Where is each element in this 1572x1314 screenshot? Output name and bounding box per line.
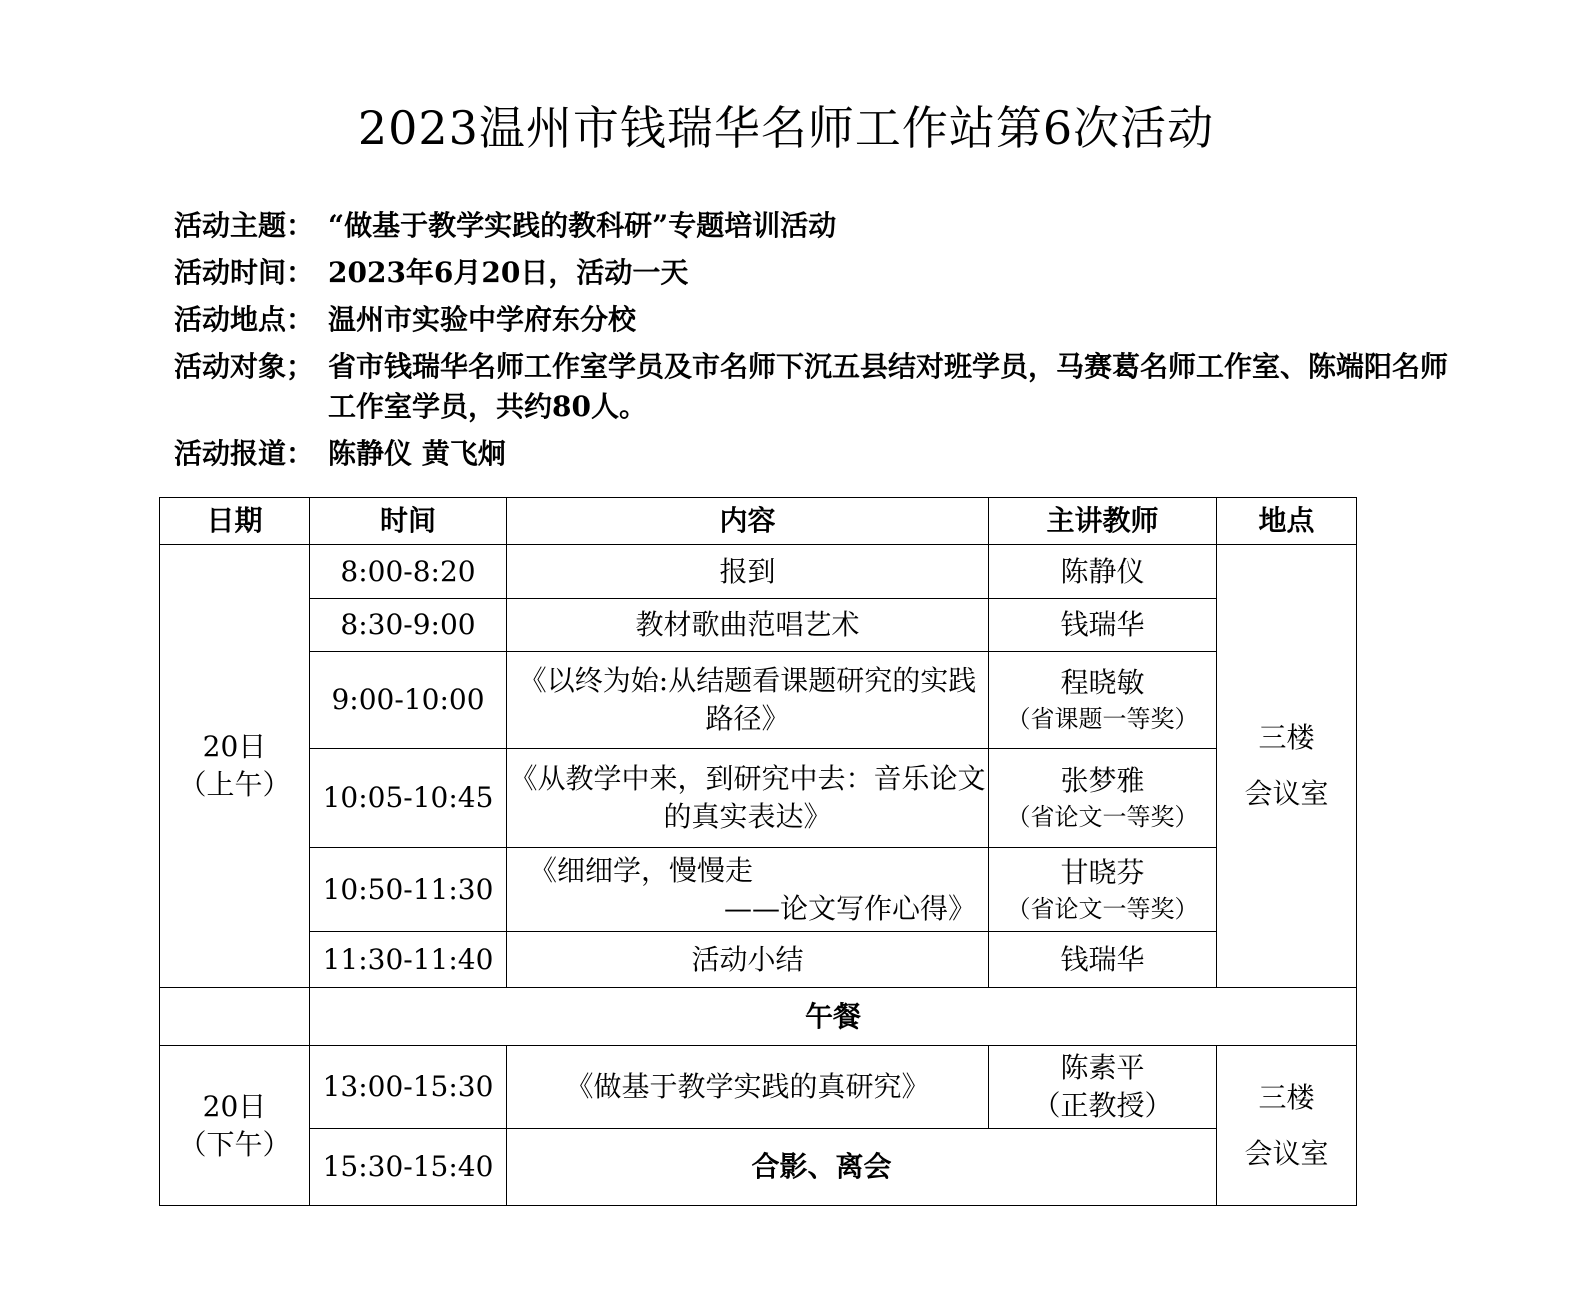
teacher-name: 甘晓芬 — [1060, 855, 1145, 889]
table-row — [160, 932, 1357, 988]
location-line2: 会议室 — [1244, 777, 1329, 810]
content-cell: 活动小结 — [507, 932, 989, 988]
info-label: 活动对象； — [174, 350, 315, 383]
info-value: 陈静仪 黄飞炯 — [328, 437, 506, 470]
info-label: 活动地点： — [174, 303, 315, 336]
content-cell: 《从教学中来，到研究中去：音乐论文的真实表达》 — [507, 749, 989, 848]
teacher-cell — [989, 652, 1217, 749]
teacher-cell — [989, 848, 1217, 932]
header-date: 日期 — [160, 498, 310, 545]
teacher-note: （省论文一等奖） — [1006, 803, 1199, 831]
content-cell: 《做基于教学实践的真研究》 — [507, 1046, 989, 1129]
table-row — [160, 1129, 1357, 1206]
time-cell: 8:00-8:20 — [310, 545, 507, 599]
table-row — [160, 1046, 1357, 1129]
teacher-cell — [989, 1046, 1217, 1129]
header-content: 内容 — [507, 498, 989, 545]
schedule-table — [159, 497, 1357, 1206]
content-cell: 报到 — [507, 545, 989, 599]
time-cell: 10:50-11:30 — [310, 848, 507, 932]
location-line1: 三楼 — [1258, 1080, 1315, 1114]
teacher-name: 陈素平 — [1060, 1051, 1145, 1084]
info-time — [174, 253, 1474, 293]
content-line2: ——论文写作心得》 — [723, 891, 976, 925]
teacher-note: （正教授） — [1032, 1089, 1173, 1122]
date-text: 20日 — [202, 1089, 267, 1123]
location-cell-morning — [1217, 545, 1357, 988]
info-audience — [174, 347, 1474, 427]
teacher-name: 张梦雅 — [1060, 764, 1145, 797]
time-cell: 9:00-10:00 — [310, 652, 507, 749]
content-cell — [507, 848, 989, 932]
time-cell: 8:30-9:00 — [310, 599, 507, 652]
info-label: 活动主题： — [174, 209, 315, 242]
info-value: 温州市实验中学府东分校 — [328, 303, 637, 336]
teacher-name: 程晓敏 — [1060, 666, 1145, 699]
teacher-cell: 钱瑞华 — [989, 932, 1217, 988]
teacher-cell: 陈静仪 — [989, 545, 1217, 599]
period-text: （上午） — [178, 768, 291, 801]
empty-date-cell — [160, 988, 310, 1046]
table-row — [160, 749, 1357, 848]
content-cell: 《以终为始:从结题看课题研究的实践路径》 — [507, 652, 989, 749]
info-label: 活动报道： — [174, 437, 315, 470]
table-row-lunch — [160, 988, 1357, 1046]
content-line1: 《细细学，慢慢走 — [529, 853, 754, 887]
info-label: 活动时间： — [174, 256, 315, 289]
teacher-note: （省课题一等奖） — [1006, 705, 1199, 733]
teacher-note: （省论文一等奖） — [1006, 894, 1199, 923]
location-cell-afternoon — [1217, 1046, 1357, 1206]
info-report — [174, 434, 1474, 474]
time-cell: 11:30-11:40 — [310, 932, 507, 988]
header-time: 时间 — [310, 498, 507, 545]
location-line1: 三楼 — [1258, 721, 1315, 754]
location-line2: 会议室 — [1244, 1136, 1329, 1170]
date-cell-morning — [160, 545, 310, 988]
info-value: “做基于教学实践的教科研”专题培训活动 — [328, 209, 837, 242]
table-row — [160, 545, 1357, 599]
lunch-cell: 午餐 — [310, 988, 1357, 1046]
page-title: 2023温州市钱瑞华名师工作站第6次活动 — [357, 101, 1215, 155]
table-header-row — [160, 498, 1357, 545]
table-row — [160, 599, 1357, 652]
time-cell: 13:00-15:30 — [310, 1046, 507, 1129]
date-cell-afternoon — [160, 1046, 310, 1206]
teacher-cell: 钱瑞华 — [989, 599, 1217, 652]
period-text: （下午） — [178, 1127, 291, 1161]
content-cell: 合影、离会 — [507, 1129, 1217, 1206]
table-row — [160, 848, 1357, 932]
teacher-cell — [989, 749, 1217, 848]
header-teacher: 主讲教师 — [989, 498, 1217, 545]
info-value: 省市钱瑞华名师工作室学员及市名师下沉五县结对班学员，马赛葛名师工作室、陈端阳名师工作室学员，共约80人。 — [328, 350, 1449, 423]
time-cell: 15:30-15:40 — [310, 1129, 507, 1206]
info-location — [174, 300, 1474, 340]
date-text: 20日 — [202, 730, 267, 763]
info-value: 2023年6月20日，活动一天 — [328, 256, 689, 289]
header-location: 地点 — [1217, 498, 1357, 545]
activity-info — [174, 206, 1474, 481]
time-cell: 10:05-10:45 — [310, 749, 507, 848]
info-theme — [174, 206, 1474, 246]
content-cell: 教材歌曲范唱艺术 — [507, 599, 989, 652]
table-row — [160, 652, 1357, 749]
